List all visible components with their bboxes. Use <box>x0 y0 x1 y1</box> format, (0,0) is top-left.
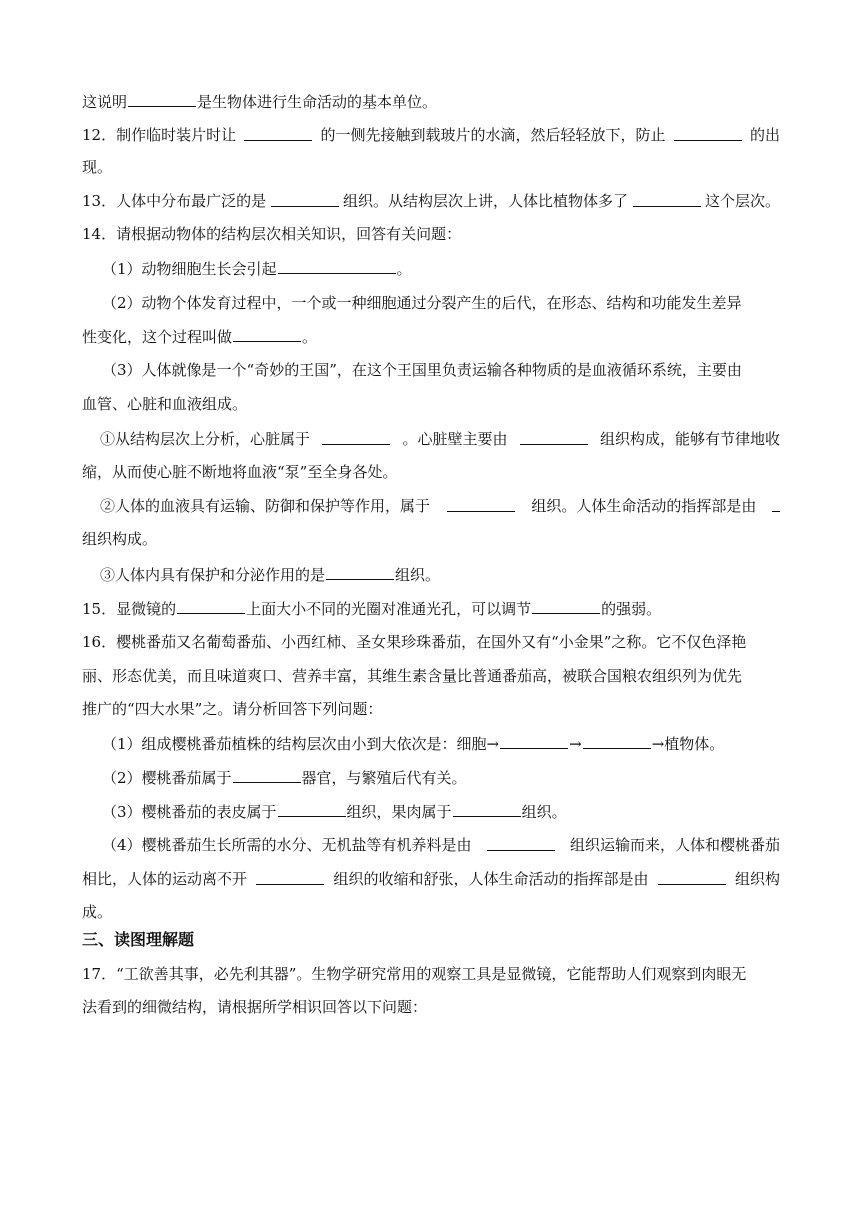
section-heading: 三、读图理解题 <box>82 930 195 949</box>
text: （3）人体就像是一个“奇妙的王国”，在这个王国里负责运输各种物质的是血液循环系统，主要由 <box>102 361 742 379</box>
text: 组织构成。 <box>82 530 158 548</box>
text: ②人体的血液具有运输、防御和保护等作用，属于 <box>100 497 431 515</box>
answer-blank[interactable] <box>633 191 701 207</box>
text: 的强弱。 <box>601 600 662 618</box>
text: ③人体内具有保护和分泌作用的是 <box>100 566 326 584</box>
text: 13．人体中分布最广泛的是 <box>82 192 267 210</box>
question-12 <box>82 125 780 145</box>
answer-blank[interactable] <box>233 767 301 783</box>
answer-blank[interactable] <box>128 91 196 107</box>
question-14-3-cont <box>82 394 780 414</box>
text: 法看到的细微结构，请根据所学相识回答以下问题： <box>82 998 428 1016</box>
answer-blank[interactable] <box>278 801 346 817</box>
answer-blank[interactable] <box>256 869 324 885</box>
text: 。心脏壁主要由 <box>402 430 508 448</box>
text: 。 <box>396 260 412 278</box>
question-14-1 <box>102 258 780 278</box>
answer-blank[interactable] <box>532 598 600 614</box>
sub-question-2-cont <box>82 529 780 549</box>
text: 缩，从而使心脏不断地将血液“泵”至全身各处。 <box>82 463 398 481</box>
sub-question-3 <box>100 564 780 584</box>
text: （1）动物细胞生长会引起 <box>102 260 277 278</box>
question-16-3 <box>102 801 780 821</box>
answer-blank[interactable] <box>326 564 394 580</box>
question-14-3 <box>102 360 780 380</box>
question-14-2-cont <box>82 326 780 346</box>
answer-blank[interactable] <box>583 733 651 749</box>
text: （2）动物个体发育过程中，一个或一种细胞通过分裂产生的后代，在形态、结构和功能发生差异 <box>102 294 742 312</box>
text: 组织。 <box>521 803 567 821</box>
text: 推广的“四大水果”之。请分析回答下列问题： <box>82 700 383 718</box>
text: 相比，人体的运动离不开 <box>82 870 248 888</box>
text: （4）樱桃番茄生长所需的水分、无机盐等有机养料是由 <box>102 836 472 854</box>
text: → <box>569 735 582 753</box>
question-14-2 <box>102 293 780 313</box>
text: 12．制作临时装片时让 <box>82 126 237 144</box>
answer-blank[interactable] <box>453 801 521 817</box>
text: →植物体。 <box>651 735 725 753</box>
text: 的出 <box>749 126 780 144</box>
text: 血管、心脏和血液组成。 <box>82 395 248 413</box>
question-16-cont-1 <box>82 666 780 686</box>
answer-blank[interactable] <box>271 191 339 207</box>
text: 14．请根据动物体的结构层次相关知识，回答有关问题： <box>82 225 462 243</box>
text: 组织的收缩和舒张，人体生命活动的指挥部是由 <box>333 870 649 888</box>
sub-question-1 <box>100 429 780 449</box>
sub-question-1-cont <box>82 462 780 482</box>
question-17 <box>82 964 780 984</box>
text: 15．显微镜的 <box>82 600 177 618</box>
question-16 <box>82 632 780 652</box>
text: 的一侧先接触到载玻片的水滴，然后轻轻放下，防止 <box>320 126 666 144</box>
answer-blank[interactable] <box>674 125 742 141</box>
text: 是生物体进行生命活动的基本单位。 <box>197 93 438 111</box>
text: 组织构 <box>734 870 780 888</box>
text: 丽、形态优美，而且味道爽口、营养丰富，其维生素含量比普通番茄高，被联合国粮农组织列为优先 <box>82 667 743 685</box>
question-16-4-cont-2 <box>82 902 780 922</box>
text: 组织，果肉属于 <box>346 803 452 821</box>
text: 现。 <box>82 158 113 176</box>
answer-blank[interactable] <box>177 598 245 614</box>
text: 16．樱桃番茄又名葡萄番茄、小西红柿、圣女果珍珠番茄，在国外又有“小金果”之称。它不仅色泽艳 <box>82 633 747 651</box>
answer-blank[interactable] <box>322 429 390 445</box>
text: 器官，与繁殖后代有关。 <box>301 769 467 787</box>
question-16-4-cont <box>82 869 780 889</box>
question-17-cont <box>82 997 780 1017</box>
answer-blank[interactable] <box>244 125 312 141</box>
answer-blank[interactable] <box>278 258 396 274</box>
text: （2）樱桃番茄属于 <box>102 769 232 787</box>
text: （1）组成樱桃番茄植株的结构层次由小到大依次是：细胞→ <box>102 735 500 753</box>
question-14 <box>82 224 780 244</box>
answer-blank[interactable] <box>447 496 515 512</box>
question-16-cont-2 <box>82 699 780 719</box>
text: ①从结构层次上分析，心脏属于 <box>100 430 311 448</box>
text: 组织。 <box>395 566 441 584</box>
question-12-cont <box>82 157 780 177</box>
question-16-1 <box>102 733 780 753</box>
answer-blank[interactable] <box>500 733 568 749</box>
text: 组织。从结构层次上讲，人体比植物体多了 <box>343 192 629 210</box>
text: （3）樱桃番茄的表皮属于 <box>102 803 277 821</box>
answer-blank[interactable] <box>520 429 588 445</box>
text: 。 <box>302 328 318 346</box>
answer-blank[interactable] <box>772 496 780 512</box>
q11-continuation <box>82 91 780 111</box>
text: 这个层次。 <box>704 192 780 210</box>
question-16-2 <box>102 767 780 787</box>
text: 成。 <box>82 903 113 921</box>
text: 性变化，这个过程叫做 <box>82 328 233 346</box>
text: 组织运输而来，人体和樱桃番茄 <box>569 836 780 854</box>
text: 组织构成，能够有节律地收 <box>599 430 780 448</box>
text: 组织。人体生命活动的指挥部是由 <box>531 497 757 515</box>
answer-blank[interactable] <box>233 326 301 342</box>
answer-blank[interactable] <box>487 835 555 851</box>
question-15 <box>82 598 780 618</box>
question-13 <box>82 191 780 211</box>
text: 17．“工欲善其事，必先利其器”。生物学研究常用的观察工具是显微镜，它能帮助人们观察到肉眼无 <box>82 965 747 983</box>
answer-blank[interactable] <box>658 869 726 885</box>
question-16-4 <box>102 835 780 855</box>
sub-question-2 <box>100 496 780 516</box>
text: 这说明 <box>82 93 128 111</box>
text: 上面大小不同的光圈对准通光孔，可以调节 <box>246 600 532 618</box>
